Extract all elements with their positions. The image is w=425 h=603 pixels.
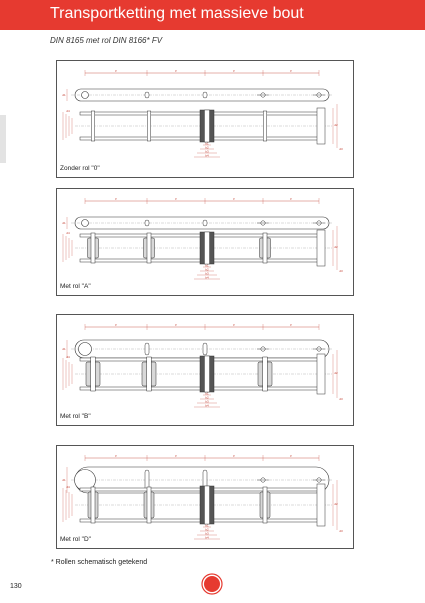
drawing-panel-rol-a (56, 188, 354, 296)
dimension-label: d2 (334, 502, 338, 506)
pin-slot (203, 343, 207, 355)
dimension-label: d1 (62, 93, 66, 97)
bush (91, 487, 95, 523)
side-tab (0, 115, 6, 163)
dimension-label: d4 (66, 485, 70, 489)
dimension-label: d2 (334, 245, 338, 249)
dimension-label: p (175, 68, 177, 73)
dimension-label: d4 (66, 355, 70, 359)
pin-circle (82, 220, 89, 227)
drawing-panel-rol-b (56, 314, 354, 426)
dimension-label: p (115, 453, 117, 458)
dimension-label: b1 (205, 141, 209, 146)
dimension-label: p (290, 68, 292, 73)
end-pin (317, 108, 325, 144)
bush (91, 111, 95, 141)
dimension-label: d1 (62, 221, 66, 225)
pin-circle (82, 92, 89, 99)
panel-label: Met rol "D" (60, 536, 91, 543)
dimension-label: d3 (339, 147, 343, 151)
page-number: 130 (10, 583, 22, 590)
chain-drawing (57, 315, 355, 427)
bush (147, 233, 151, 263)
dimension-label: d2 (334, 371, 338, 375)
pin-circle (79, 343, 92, 356)
dimension-label: p (290, 196, 292, 201)
bush (147, 357, 152, 391)
bush (263, 487, 267, 523)
panel-label: Met rol "A" (60, 283, 91, 290)
dimension-label: d3 (339, 529, 343, 533)
dimension-label: d3 (339, 269, 343, 273)
panel-label: Zonder rol "0" (60, 165, 100, 172)
dimension-label: p (175, 322, 177, 327)
dimension-label: b3 (205, 271, 209, 276)
pin-slot (145, 220, 149, 226)
dimension-label: b1 (205, 263, 209, 268)
dimension-label: b2 (205, 145, 209, 150)
dimension-label: p (233, 322, 235, 327)
dimension-label: p (115, 322, 117, 327)
end-pin (317, 354, 325, 394)
dimension-label: p (233, 196, 235, 201)
drawing-panel-rol-d (56, 445, 354, 549)
dimension-label: p (115, 196, 117, 201)
dimension-label: b4 (205, 403, 209, 408)
dimension-label: p (290, 453, 292, 458)
page-subtitle: DIN 8165 met rol DIN 8166* FV (50, 36, 163, 45)
section-pin (205, 232, 210, 264)
bush (91, 357, 96, 391)
dimension-label: d1 (62, 478, 66, 482)
section-pin (205, 110, 210, 142)
bush (91, 233, 95, 263)
dimension-label: b1 (205, 523, 209, 528)
chain-drawing (57, 189, 355, 297)
dimension-label: p (233, 453, 235, 458)
dimension-label: b4 (205, 153, 209, 158)
dimension-label: b4 (205, 535, 209, 540)
header-bar (0, 0, 425, 30)
dimension-label: p (233, 68, 235, 73)
dimension-label: b2 (205, 527, 209, 532)
panel-label: Met rol "B" (60, 413, 91, 420)
dimension-label: b3 (205, 399, 209, 404)
dimension-label: p (115, 68, 117, 73)
dimension-label: b2 (205, 395, 209, 400)
dimension-label: b4 (205, 275, 209, 280)
chain-drawing (57, 61, 355, 179)
kobo-logo (201, 573, 223, 595)
bush (263, 233, 267, 263)
pin-slot (203, 220, 207, 226)
dimension-label: p (175, 196, 177, 201)
dimension-label: d4 (66, 109, 70, 113)
dimension-label: d1 (62, 347, 66, 351)
dimension-label: d4 (66, 231, 70, 235)
bush (147, 487, 151, 523)
dimension-label: p (175, 453, 177, 458)
bush (147, 111, 151, 141)
end-pin (317, 230, 325, 266)
dimension-label: d2 (334, 123, 338, 127)
dimension-label: b3 (205, 531, 209, 536)
section-pin (205, 356, 210, 392)
page-title: Transportketting met massieve bout (50, 5, 304, 22)
pin-slot (145, 343, 149, 355)
end-pin (317, 484, 325, 526)
dimension-label: d3 (339, 397, 343, 401)
chain-drawing (57, 446, 355, 550)
footnote: * Rollen schematisch getekend (51, 559, 148, 566)
bush (263, 357, 268, 391)
dimension-label: b1 (205, 391, 209, 396)
drawing-panel-zonder-rol (56, 60, 354, 178)
dimension-label: p (290, 322, 292, 327)
pin-slot (203, 92, 207, 98)
section-pin (205, 486, 210, 524)
dimension-label: b3 (205, 149, 209, 154)
pin-slot (145, 92, 149, 98)
bush (263, 111, 267, 141)
dimension-label: b2 (205, 267, 209, 272)
